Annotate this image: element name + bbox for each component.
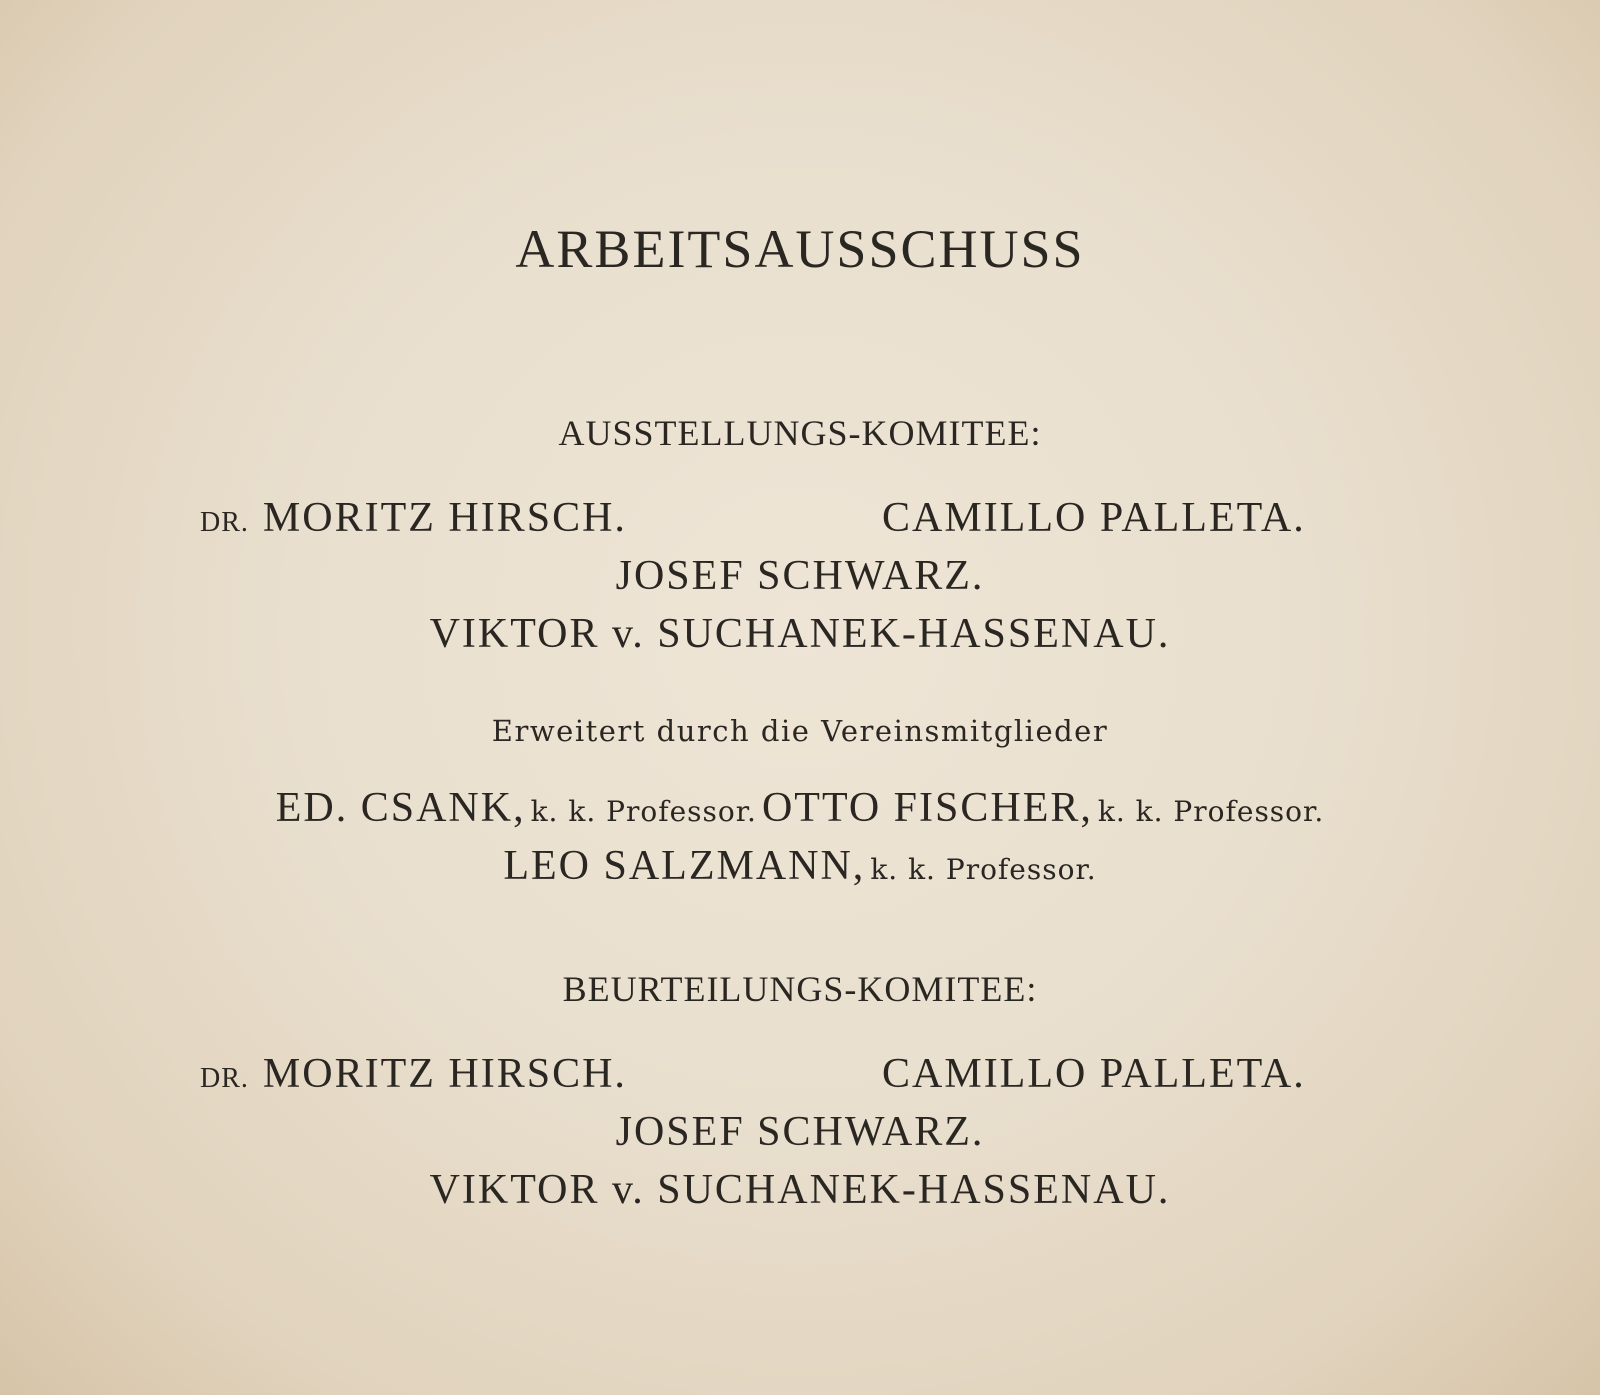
member-fischer-name: OTTO FISCHER, bbox=[761, 785, 1093, 831]
beurteilung-member-palleta: CAMILLO PALLETA. bbox=[882, 1051, 1306, 1097]
ausstellung-member-hirsch bbox=[200, 494, 627, 542]
page-title: ARBEITSAUSSCHUSS bbox=[515, 219, 1085, 279]
erweitert-text: Erweitert durch die Vereinsmitglieder bbox=[491, 714, 1109, 748]
member-fischer-title: k. k. Professor. bbox=[1097, 795, 1325, 828]
erweitert-row-1 bbox=[0, 784, 1600, 832]
beurteilung-heading: BEURTEILUNGS-KOMITEE: bbox=[562, 969, 1038, 1009]
ausstellung-hirsch-prefix: DR. bbox=[200, 507, 249, 538]
beurteilung-hirsch-name: MORITZ HIRSCH. bbox=[262, 1051, 627, 1097]
member-salzmann-title: k. k. Professor. bbox=[870, 853, 1097, 886]
erweitert-row-2 bbox=[0, 842, 1600, 890]
member-salzmann-name: LEO SALZMANN, bbox=[503, 843, 866, 889]
ausstellung-heading: AUSSTELLUNGS-KOMITEE: bbox=[558, 413, 1042, 453]
beurteilung-hirsch-prefix: DR. bbox=[200, 1063, 249, 1094]
ausstellung-member-suchanek: VIKTOR v. SUCHANEK-HASSENAU. bbox=[429, 611, 1171, 657]
beurteilung-member-schwarz: JOSEF SCHWARZ. bbox=[615, 1109, 985, 1155]
beurteilung-member-suchanek: VIKTOR v. SUCHANEK-HASSENAU. bbox=[429, 1167, 1171, 1213]
ausstellung-member-schwarz: JOSEF SCHWARZ. bbox=[615, 553, 985, 599]
member-csank-name: ED. CSANK, bbox=[275, 785, 526, 831]
ausstellung-hirsch-name: MORITZ HIRSCH. bbox=[262, 495, 627, 541]
member-csank-title: k. k. Professor. bbox=[530, 795, 757, 828]
ausstellung-member-palleta: CAMILLO PALLETA. bbox=[882, 495, 1306, 541]
beurteilung-member-hirsch bbox=[200, 1050, 627, 1098]
